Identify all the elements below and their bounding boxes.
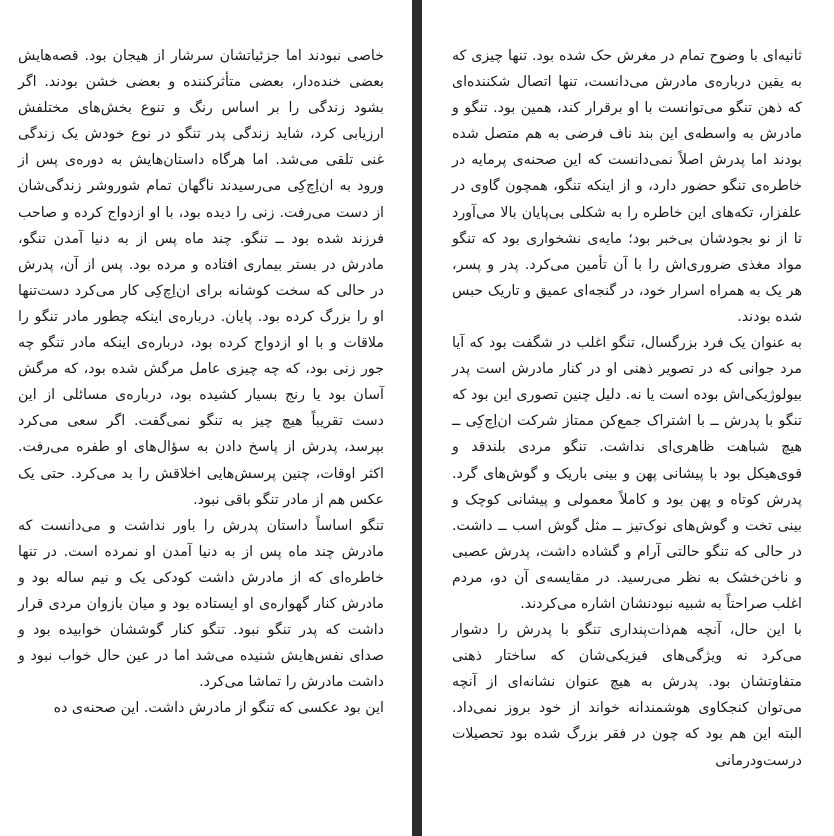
left-page: [0, 0, 414, 836]
left-paragraph-1: خاصی نبودند اما جزئیاتشان سرشار از هیجان بود. قصه‌هایش بعضی خنده‌دار، بعضی متأثرکننده و بعضی خشن بودند. اگر بشود زندگی را بر اساس رنگ و تنوع بخش‌های مختلفش ارزیابی کرد، شاید زندگی پدر تنگو در نوع خودش یک زندگی غنی تلقی می‌شد. اما هرگاه داستان‌هایش به دوره‌ی پس از ورود به ان‌اِچ‌کِی می‌رسیدند ناگهان تمام شوروشر زندگی‌شان از دست می‌رفت. زنی را دیده بود، با او ازدواج کرده و صاحب فرزند شده بود ــ تنگو. چند ماه پس از به دنیا آمدن تنگو، مادرش در بستر بیماری افتاده و مرده بود. پس از آن، پدرش در حالی که سخت کوشانه برای ان‌اِچ‌کِی کار می‌کرد دست‌تنها او را بزرگ کرده بود. پایان. درباره‌ی اینکه چطور مادر تنگو را ملاقات و با او ازدواج کرده بود، درباره‌ی اینکه مادر تنگو چه جور زنی بود، که چه چیزی عامل مرگش شده بود، که مرگش آسان بود یا رنج بسیار کشیده بود، درباره‌ی مسائلی از این دست تقریباً هیچ چیز به تنگو نمی‌گفت. اگر سعی می‌کرد بپرسد، پدرش از پاسخ دادن به سؤال‌های او طفره می‌رفت. اکثر اوقات، چنین پرسش‌هایی اخلاقش را بد می‌کرد. حتی یک عکس هم از مادر تنگو باقی نبود.: [18, 48, 384, 508]
left-paragraph-2: تنگو اساساً داستان پدرش را باور نداشت و می‌دانست که مادرش چند ماه پس از به دنیا آمدن او نمرده است. در تنها خاطره‌ای که از مادرش داشت کودکی یک و نیم ساله بود و مادرش کنار گهواره‌ی او ایستاده بود و میان بازوان مردی قرار داشت که پدر تنگو نبود. تنگو کنار گوششان خوابیده بود و صدای نفس‌هایش شنیده می‌شد اما در عین حال خواب نبود و داشت مادرش را تماشا می‌کرد.: [18, 517, 384, 691]
right-paragraph-2: به عنوان یک فرد بزرگسال، تنگو اغلب در شگفت بود که آیا مرد جوانی که در تصویر ذهنی او در کنار مادرش است پدر بیولوژیکی‌اش بوده است یا نه. دلیل چنین تصوری این بود که تنگو با پدرش ــ با اشتراک جمع‌کن ممتاز شرکت ان‌اِچ‌کِی ــ هیچ شباهت ظاهری‌ای نداشت. تنگو مردی بلندقد و قوی‌هیکل بود با پیشانی پهن و بینی باریک و گوش‌های گرد. پدرش کوتاه و پهن بود و کاملاً معمولی و پیشانی کوچک و بینی تخت و گوش‌های نوک‌تیز ــ مثل گوش اسب ــ داشت. در حالی که تنگو حالتی آرام و گشاده داشت، پدرش عصبی و ناخن‌خشک به نظر می‌رسید. در مقایسه‌ی آن دو، مردم اغلب صراحتاً به شبیه نبودنشان اشاره می‌کردند.: [452, 335, 802, 612]
right-page-text: [452, 43, 802, 774]
right-paragraph-1: ثانیه‌ای با وضوح تمام در مغرش حک شده بود. تنها چیزی که به یقین درباره‌ی مادرش می‌دانست، تنها اتصال شکننده‌ای که ذهن تنگو می‌توانست با او برقرار کند، همین بود. تنگو و مادرش به واسطه‌ی این بند ناف فرضی به هم متصل شده بودند اما پدرش اصلاً نمی‌دانست که این صحنه‌ی پرمایه در خاطره‌ی تنگو حضور دارد، و از اینکه تنگو، همچون گاوی در علفزار، تکه‌های این خاطره را به شکلی بی‌پایان بالا می‌آورد تا از نو بجودشان بی‌خبر بود؛ مایه‌ی نشخواری بود که تنگو مواد مغذی ضروری‌اش را با آن تأمین می‌کرد. پدر و پسر، هر یک به همراه اسرار خود، در گنجه‌ای عمیق و تاریک حبس شده بودند.: [452, 48, 802, 325]
left-page-text: [18, 43, 384, 721]
left-paragraph-3: این بود عکسی که تنگو از مادرش داشت. این صحنه‌ی ده: [53, 700, 384, 717]
right-page: [422, 0, 834, 836]
book-spine: [412, 0, 422, 836]
right-paragraph-3: با این حال، آنچه هم‌ذات‌پنداری تنگو با پدرش را دشوار می‌کرد نه ویژگی‌های فیزیکی‌شان که ساختار ذهنی متفاوتشان بود. پدرش به هیچ عنوان نشانه‌ای از آنچه می‌توان کنجکاوی هوشمندانه خواند از خود بروز نمی‌داد. البته این هم بود که چون در فقر بزرگ شده بود تحصیلات درست‌ودرمانی: [452, 622, 802, 769]
